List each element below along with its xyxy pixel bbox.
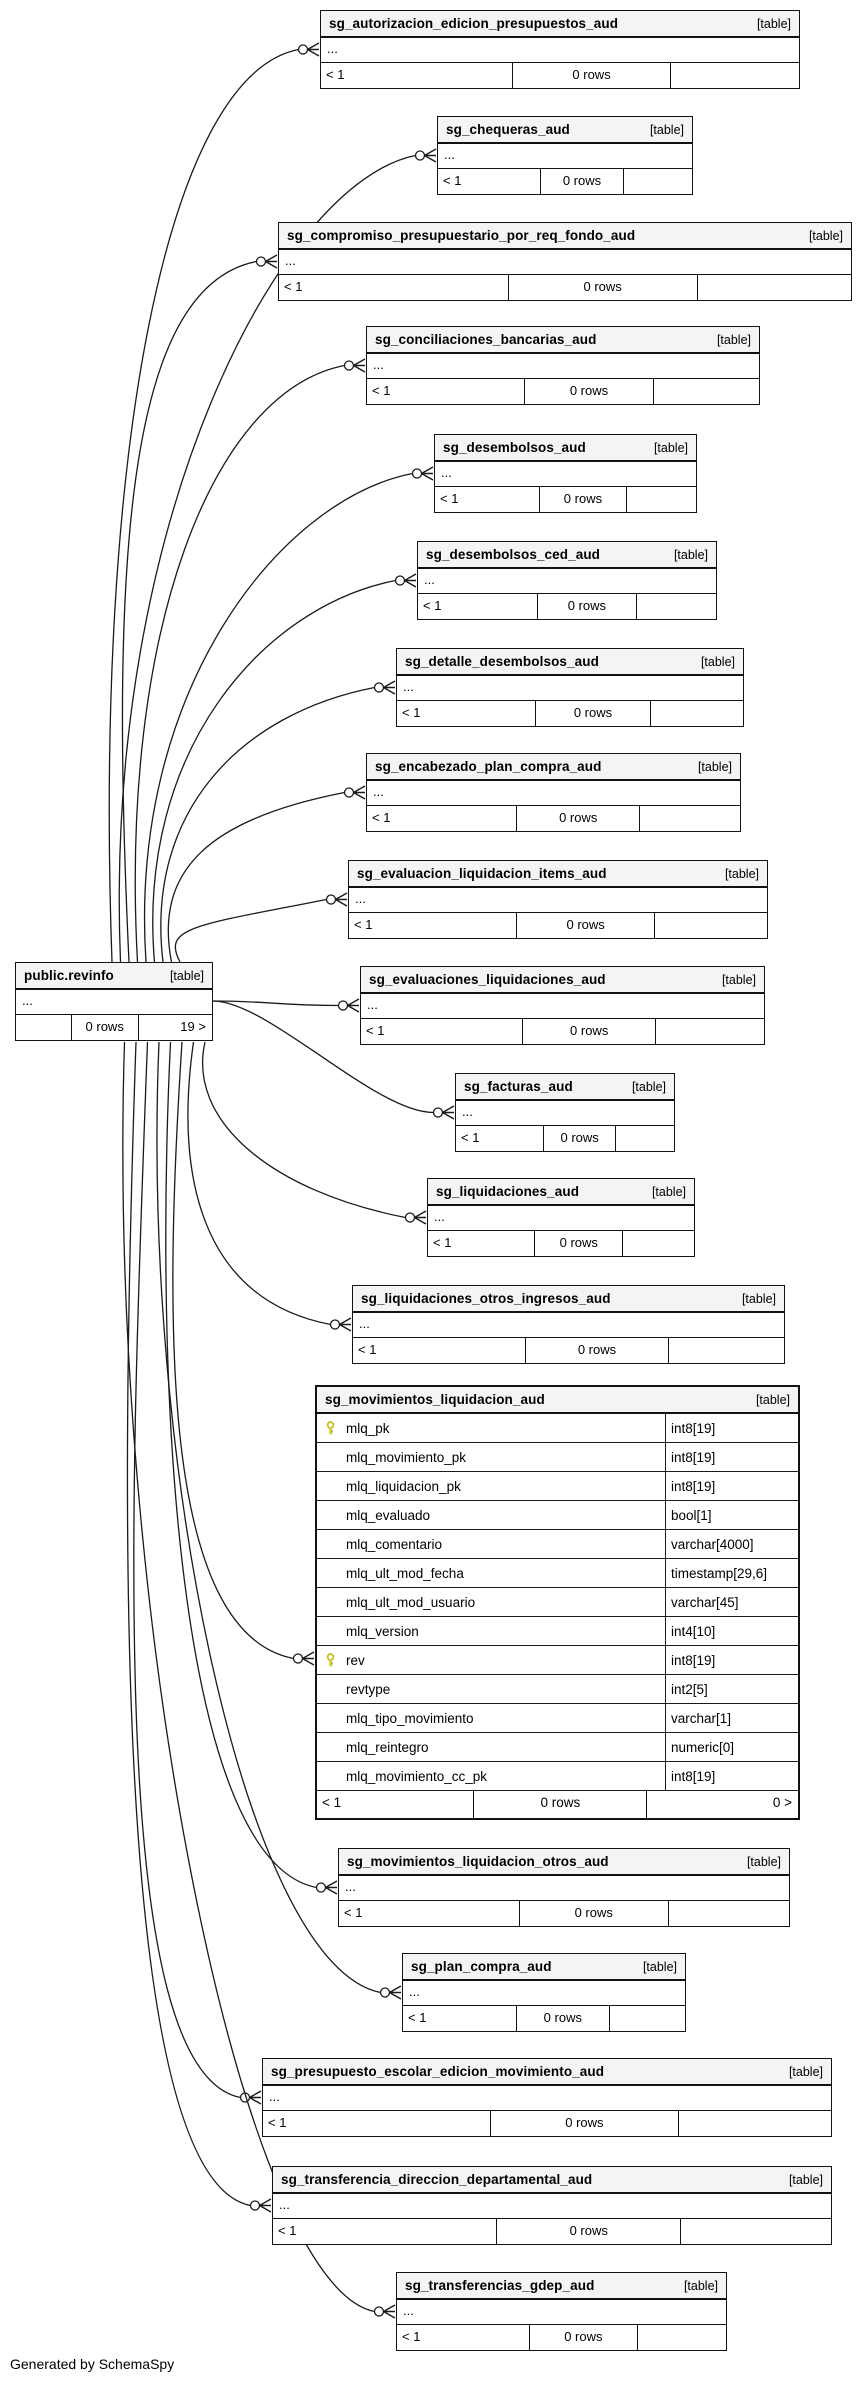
- column-row: [317, 1414, 798, 1443]
- columns-collapsed-ellipsis: ...: [353, 1313, 784, 1338]
- column-type: int8[19]: [665, 1414, 798, 1442]
- columns-collapsed-ellipsis: ...: [16, 990, 212, 1015]
- table-name[interactable]: sg_conciliaciones_bancarias_aud: [375, 332, 597, 347]
- crows-foot-icon: [390, 1986, 402, 1999]
- crows-foot-icon: [250, 2091, 262, 2104]
- column-name: mlq_ult_mod_usuario: [346, 1594, 476, 1610]
- table-name[interactable]: sg_liquidaciones_otros_ingresos_aud: [361, 1291, 611, 1306]
- table-node-sg-liquidaciones-otros-ingresos-aud[interactable]: [352, 1285, 785, 1364]
- relationship-edge: [203, 1042, 406, 1218]
- column-type: timestamp[29,6]: [665, 1559, 798, 1587]
- table-columns: [403, 1981, 685, 2006]
- column-row: [317, 1617, 798, 1646]
- table-type-tag: [table]: [755, 1392, 790, 1407]
- table-header: [263, 2059, 831, 2086]
- column-type: int2[5]: [665, 1675, 798, 1703]
- row-count: 0 rows: [516, 913, 654, 938]
- column-type: int8[19]: [665, 1443, 798, 1471]
- column-name: mlq_reintegro: [346, 1739, 429, 1755]
- table-stats-row: [321, 63, 799, 88]
- table-name[interactable]: sg_movimientos_liquidacion_otros_aud: [347, 1854, 609, 1869]
- zero-cardinality-circle-icon: [375, 683, 384, 692]
- table-type-tag: [table]: [631, 1079, 666, 1094]
- table-type-tag: [table]: [788, 2172, 823, 2187]
- column-row: [317, 1559, 798, 1588]
- table-header: [428, 1179, 694, 1206]
- children-count: < 1: [344, 1905, 363, 1920]
- table-header: [367, 327, 759, 354]
- key-icon: [324, 1653, 337, 1667]
- row-count: 0 rows: [473, 1791, 646, 1818]
- table-columns: [16, 990, 212, 1015]
- table-node-sg-detalle-desembolsos-aud[interactable]: [396, 648, 744, 727]
- relationship-edge: [175, 900, 326, 963]
- table-header: [16, 963, 212, 990]
- table-stats-row: [339, 1901, 789, 1926]
- row-count: 0 rows: [519, 1901, 668, 1926]
- crows-foot-icon: [425, 149, 437, 162]
- column-type: varchar[45]: [665, 1588, 798, 1616]
- zero-cardinality-circle-icon: [381, 1988, 390, 1997]
- crows-foot-icon: [384, 681, 396, 694]
- table-header: [456, 1074, 674, 1101]
- table-type-tag: [table]: [651, 1184, 686, 1199]
- table-header: [279, 223, 851, 250]
- table-columns: [349, 888, 767, 913]
- table-node-sg-conciliaciones-bancarias-aud[interactable]: [366, 326, 760, 405]
- row-count: 0 rows: [534, 1231, 622, 1256]
- table-stats-row: [16, 1015, 212, 1040]
- children-count: < 1: [284, 279, 303, 294]
- columns-collapsed-ellipsis: ...: [273, 2194, 831, 2219]
- table-columns: [397, 676, 743, 701]
- table-type-tag: [table]: [673, 547, 708, 562]
- table-node-sg-desembolsos-ced-aud[interactable]: [417, 541, 717, 620]
- column-name: mlq_ult_mod_fecha: [346, 1565, 464, 1581]
- table-type-tag: [table]: [746, 1854, 781, 1869]
- table-node-sg-transferencias-gdep-aud[interactable]: [396, 2272, 727, 2351]
- generator-credit: Generated by SchemaSpy: [10, 2356, 175, 2372]
- relationship-edge: [122, 262, 256, 963]
- column-type: int8[19]: [665, 1472, 798, 1500]
- table-node-sg-encabezado-plan-compra-aud[interactable]: [366, 753, 741, 832]
- column-name: mlq_comentario: [346, 1536, 443, 1552]
- columns-collapsed-ellipsis: ...: [361, 994, 764, 1019]
- relationship-edge: [168, 793, 344, 963]
- row-count: 0 rows: [524, 379, 653, 404]
- table-name[interactable]: sg_desembolsos_aud: [443, 440, 586, 455]
- table-columns: [361, 994, 764, 1019]
- parents-count: [637, 2325, 726, 2350]
- parents-count: 0 >: [646, 1791, 798, 1818]
- children-count: < 1: [268, 2115, 287, 2130]
- children-count: < 1: [322, 1795, 342, 1810]
- parents-count: [639, 806, 740, 831]
- column-row: [317, 1733, 798, 1762]
- parents-count: [636, 594, 716, 619]
- column-name: mlq_pk: [346, 1420, 390, 1436]
- table-name[interactable]: sg_transferencia_direccion_departamental_aud: [281, 2172, 593, 2187]
- parents-count: [615, 1126, 674, 1151]
- children-count: < 1: [402, 705, 421, 720]
- table-type-tag: [table]: [683, 2278, 718, 2293]
- zero-cardinality-circle-icon: [416, 151, 425, 160]
- columns-collapsed-ellipsis: ...: [403, 1981, 685, 2006]
- zero-cardinality-circle-icon: [339, 1001, 348, 1010]
- table-stats-row: [438, 169, 692, 194]
- columns-collapsed-ellipsis: ...: [339, 1876, 789, 1901]
- children-count: < 1: [372, 810, 391, 825]
- column-type: numeric[0]: [665, 1733, 798, 1761]
- table-stats-row: [353, 1338, 784, 1363]
- parents-count: [653, 379, 759, 404]
- zero-cardinality-circle-icon: [345, 788, 354, 797]
- children-count: < 1: [408, 2010, 427, 2025]
- columns-collapsed-ellipsis: ...: [349, 888, 767, 913]
- column-name: mlq_evaluado: [346, 1507, 431, 1523]
- table-type-tag: [table]: [716, 332, 751, 347]
- table-columns: [279, 250, 851, 275]
- table-header: [317, 1387, 798, 1414]
- row-count: 0 rows: [537, 594, 635, 619]
- table-header: [418, 542, 716, 569]
- parents-count: [654, 913, 767, 938]
- children-count: < 1: [423, 598, 442, 613]
- row-count: 0 rows: [522, 1019, 655, 1044]
- table-columns: [273, 2194, 831, 2219]
- parents-count: [697, 275, 851, 300]
- table-header: [403, 1954, 685, 1981]
- relationship-edge: [127, 1042, 250, 2206]
- table-type-tag: [table]: [788, 2064, 823, 2079]
- table-node-sg-autorizacion-edicion-presupuestos-aud[interactable]: [320, 10, 800, 89]
- relationship-edge: [173, 1042, 294, 1659]
- table-name[interactable]: sg_transferencias_gdep_aud: [405, 2278, 595, 2293]
- row-count: 0 rows: [529, 2325, 638, 2350]
- parents-count: [668, 1901, 790, 1926]
- columns-collapsed-ellipsis: ...: [263, 2086, 831, 2111]
- children-count: < 1: [433, 1235, 452, 1250]
- table-header: [353, 1286, 784, 1313]
- crows-foot-icon: [354, 359, 366, 372]
- children-count: < 1: [354, 917, 373, 932]
- primary-key-icon-slot: [317, 1421, 346, 1435]
- children-count: < 1: [461, 1130, 480, 1145]
- column-name: rev: [346, 1652, 365, 1668]
- table-columns: [367, 781, 740, 806]
- table-node-sg-transferencia-direccion-departamental-aud[interactable]: [272, 2166, 832, 2245]
- parents-count: [622, 1231, 694, 1256]
- crows-foot-icon: [260, 2199, 272, 2212]
- parents-count: [670, 63, 799, 88]
- table-node-sg-presupuesto-escolar-edicion-movimiento-aud[interactable]: [262, 2058, 832, 2137]
- parents-count: [650, 701, 743, 726]
- table-name[interactable]: sg_autorizacion_edicion_presupuestos_aud: [329, 16, 619, 31]
- table-type-tag: [table]: [649, 122, 684, 137]
- column-name: mlq_liquidacion_pk: [346, 1478, 461, 1494]
- table-node-public-revinfo[interactable]: [15, 962, 213, 1041]
- columns-collapsed-ellipsis: ...: [367, 354, 759, 379]
- table-node-sg-compromiso-presupuestario-por-req-fondo-aud[interactable]: [278, 222, 852, 301]
- table-stats-row: [367, 379, 759, 404]
- row-count: 0 rows: [490, 2111, 677, 2136]
- zero-cardinality-circle-icon: [327, 895, 336, 904]
- crows-foot-icon: [384, 2305, 396, 2318]
- table-stats-row: [279, 275, 851, 300]
- columns-collapsed-ellipsis: ...: [367, 781, 740, 806]
- table-node-sg-evaluacion-liquidacion-items-aud[interactable]: [348, 860, 768, 939]
- table-stats-row: [317, 1791, 798, 1818]
- row-count: 0 rows: [508, 275, 697, 300]
- parents-count: [626, 487, 696, 512]
- table-type-tag: [table]: [756, 16, 791, 31]
- relationship-edge: [213, 1001, 339, 1006]
- table-name[interactable]: sg_liquidaciones_aud: [436, 1184, 580, 1199]
- row-count: 0 rows: [496, 2219, 680, 2244]
- crows-foot-icon: [422, 467, 434, 480]
- table-header: [435, 435, 696, 462]
- children-count: < 1: [326, 67, 345, 82]
- table-columns: [428, 1206, 694, 1231]
- table-stats-row: [263, 2111, 831, 2136]
- table-node-sg-movimientos-liquidacion-otros-aud[interactable]: [338, 1848, 790, 1927]
- table-node-sg-liquidaciones-aud[interactable]: [427, 1178, 695, 1257]
- column-row: [317, 1762, 798, 1791]
- column-type: int4[10]: [665, 1617, 798, 1645]
- table-header: [397, 2273, 726, 2300]
- parents-count: [623, 169, 692, 194]
- zero-cardinality-circle-icon: [241, 2093, 250, 2102]
- children-count: < 1: [443, 173, 462, 188]
- table-columns: [456, 1101, 674, 1126]
- columns-collapsed-ellipsis: ...: [438, 144, 692, 169]
- table-node-sg-facturas-aud[interactable]: [455, 1073, 675, 1152]
- row-count: 0 rows: [71, 1015, 138, 1040]
- relationship-edge: [188, 1042, 330, 1325]
- parents-count: [609, 2006, 685, 2031]
- table-stats-row: [403, 2006, 685, 2031]
- zero-cardinality-circle-icon: [317, 1883, 326, 1892]
- table-header: [397, 649, 743, 676]
- column-row: [317, 1588, 798, 1617]
- crows-foot-icon: [308, 43, 320, 56]
- table-columns: [353, 1313, 784, 1338]
- column-row: [317, 1472, 798, 1501]
- table-columns: [418, 569, 716, 594]
- parents-count: 19 >: [138, 1015, 212, 1040]
- table-stats-row: [397, 701, 743, 726]
- columns-collapsed-ellipsis: ...: [428, 1206, 694, 1231]
- row-count: 0 rows: [540, 169, 624, 194]
- row-count: 0 rows: [543, 1126, 615, 1151]
- parents-count: [680, 2219, 831, 2244]
- table-node-sg-movimientos-liquidacion-aud[interactable]: [315, 1385, 800, 1820]
- table-type-tag: [table]: [169, 968, 204, 983]
- children-count: < 1: [366, 1023, 385, 1038]
- table-header: [321, 11, 799, 38]
- column-type: varchar[4000]: [665, 1530, 798, 1558]
- table-name[interactable]: sg_presupuesto_escolar_edicion_movimiento_aud: [271, 2064, 605, 2079]
- relationship-edge: [134, 1042, 241, 2098]
- table-stats-row: [361, 1019, 764, 1044]
- row-count: 0 rows: [516, 806, 639, 831]
- table-name[interactable]: sg_facturas_aud: [464, 1079, 573, 1094]
- column-name: mlq_tipo_movimiento: [346, 1710, 474, 1726]
- table-header: [438, 117, 692, 144]
- table-columns: [367, 354, 759, 379]
- children-count: < 1: [358, 1342, 377, 1357]
- zero-cardinality-circle-icon: [345, 361, 354, 370]
- zero-cardinality-circle-icon: [375, 2307, 384, 2316]
- table-type-tag: [table]: [741, 1291, 776, 1306]
- children-count: [16, 1015, 71, 1040]
- table-stats-row: [273, 2219, 831, 2244]
- table-columns: [263, 2086, 831, 2111]
- crows-foot-icon: [405, 574, 417, 587]
- crows-foot-icon: [326, 1881, 338, 1894]
- children-count: < 1: [372, 383, 391, 398]
- table-stats-row: [397, 2325, 726, 2350]
- zero-cardinality-circle-icon: [251, 2201, 260, 2210]
- table-name[interactable]: sg_encabezado_plan_compra_aud: [375, 759, 602, 774]
- parents-count: [668, 1338, 784, 1363]
- table-columns: [397, 2300, 726, 2325]
- row-count: 0 rows: [512, 63, 670, 88]
- table-node-sg-evaluaciones-liquidaciones-aud[interactable]: [360, 966, 765, 1045]
- column-type: int8[19]: [665, 1646, 798, 1674]
- columns-collapsed-ellipsis: ...: [321, 38, 799, 63]
- zero-cardinality-circle-icon: [294, 1654, 303, 1663]
- table-name[interactable]: sg_compromiso_presupuestario_por_req_fondo_aud: [287, 228, 636, 243]
- table-type-tag: [table]: [642, 1959, 677, 1974]
- column-row: [317, 1443, 798, 1472]
- table-header: [349, 861, 767, 888]
- table-node-sg-chequeras-aud[interactable]: [437, 116, 693, 195]
- column-row: [317, 1704, 798, 1733]
- parents-count: [655, 1019, 764, 1044]
- relationship-edge: [109, 50, 298, 963]
- columns-collapsed-ellipsis: ...: [435, 462, 696, 487]
- table-name[interactable]: sg_chequeras_aud: [446, 122, 570, 137]
- table-name[interactable]: sg_detalle_desembolsos_aud: [405, 654, 599, 669]
- crows-foot-icon: [443, 1106, 455, 1119]
- zero-cardinality-circle-icon: [434, 1108, 443, 1117]
- table-stats-row: [456, 1126, 674, 1151]
- row-count: 0 rows: [525, 1338, 667, 1363]
- crows-foot-icon: [348, 999, 360, 1012]
- zero-cardinality-circle-icon: [257, 257, 266, 266]
- column-name: mlq_version: [346, 1623, 419, 1639]
- table-columns: [317, 1414, 798, 1791]
- columns-collapsed-ellipsis: ...: [397, 2300, 726, 2325]
- table-stats-row: [428, 1231, 694, 1256]
- table-name[interactable]: sg_desembolsos_ced_aud: [426, 547, 601, 562]
- table-header: [367, 754, 740, 781]
- parents-count: [678, 2111, 831, 2136]
- table-name[interactable]: sg_movimientos_liquidacion_aud: [325, 1392, 545, 1407]
- table-type-tag: [table]: [724, 866, 759, 881]
- crows-foot-icon: [415, 1211, 427, 1224]
- table-header: [339, 1849, 789, 1876]
- row-count: 0 rows: [516, 2006, 609, 2031]
- columns-collapsed-ellipsis: ...: [279, 250, 851, 275]
- table-name[interactable]: sg_plan_compra_aud: [411, 1959, 552, 1974]
- table-name[interactable]: sg_evaluaciones_liquidaciones_aud: [369, 972, 606, 987]
- table-type-tag: [table]: [721, 972, 756, 987]
- table-stats-row: [435, 487, 696, 512]
- column-type: varchar[1]: [665, 1704, 798, 1732]
- table-columns: [438, 144, 692, 169]
- zero-cardinality-circle-icon: [413, 469, 422, 478]
- crows-foot-icon: [354, 786, 366, 799]
- column-row: [317, 1501, 798, 1530]
- table-node-sg-desembolsos-aud[interactable]: [434, 434, 697, 513]
- children-count: < 1: [440, 491, 459, 506]
- table-stats-row: [418, 594, 716, 619]
- table-type-tag: [table]: [808, 228, 843, 243]
- table-columns: [321, 38, 799, 63]
- children-count: < 1: [278, 2223, 297, 2238]
- table-columns: [339, 1876, 789, 1901]
- column-name: revtype: [346, 1681, 391, 1697]
- relationship-edge: [166, 1042, 317, 1888]
- crows-foot-icon: [303, 1652, 315, 1665]
- table-header: [361, 967, 764, 994]
- table-name[interactable]: public.revinfo: [24, 968, 114, 983]
- columns-collapsed-ellipsis: ...: [418, 569, 716, 594]
- table-name[interactable]: sg_evaluacion_liquidacion_items_aud: [357, 866, 607, 881]
- crows-foot-icon: [336, 893, 348, 906]
- column-row: [317, 1646, 798, 1675]
- row-count: 0 rows: [539, 487, 625, 512]
- table-type-tag: [table]: [697, 759, 732, 774]
- children-count: < 1: [402, 2329, 421, 2344]
- zero-cardinality-circle-icon: [396, 576, 405, 585]
- column-name: mlq_movimiento_pk: [346, 1449, 467, 1465]
- columns-collapsed-ellipsis: ...: [456, 1101, 674, 1126]
- table-stats-row: [367, 806, 740, 831]
- table-columns: [435, 462, 696, 487]
- table-type-tag: [table]: [653, 440, 688, 455]
- table-header: [273, 2167, 831, 2194]
- table-type-tag: [table]: [700, 654, 735, 669]
- columns-collapsed-ellipsis: ...: [397, 676, 743, 701]
- key-icon: [324, 1421, 337, 1435]
- column-name: mlq_movimiento_cc_pk: [346, 1768, 488, 1784]
- relationship-edge: [135, 366, 344, 963]
- primary-key-icon-slot: [317, 1653, 346, 1667]
- table-node-sg-plan-compra-aud[interactable]: [402, 1953, 686, 2032]
- zero-cardinality-circle-icon: [299, 45, 308, 54]
- zero-cardinality-circle-icon: [331, 1320, 340, 1329]
- crows-foot-icon: [340, 1318, 352, 1331]
- crows-foot-icon: [266, 255, 278, 268]
- row-count: 0 rows: [535, 701, 649, 726]
- column-row: [317, 1530, 798, 1559]
- column-type: int8[19]: [665, 1762, 798, 1790]
- zero-cardinality-circle-icon: [406, 1213, 415, 1222]
- column-type: bool[1]: [665, 1501, 798, 1529]
- relationship-edge: [161, 688, 375, 963]
- column-row: [317, 1675, 798, 1704]
- table-stats-row: [349, 913, 767, 938]
